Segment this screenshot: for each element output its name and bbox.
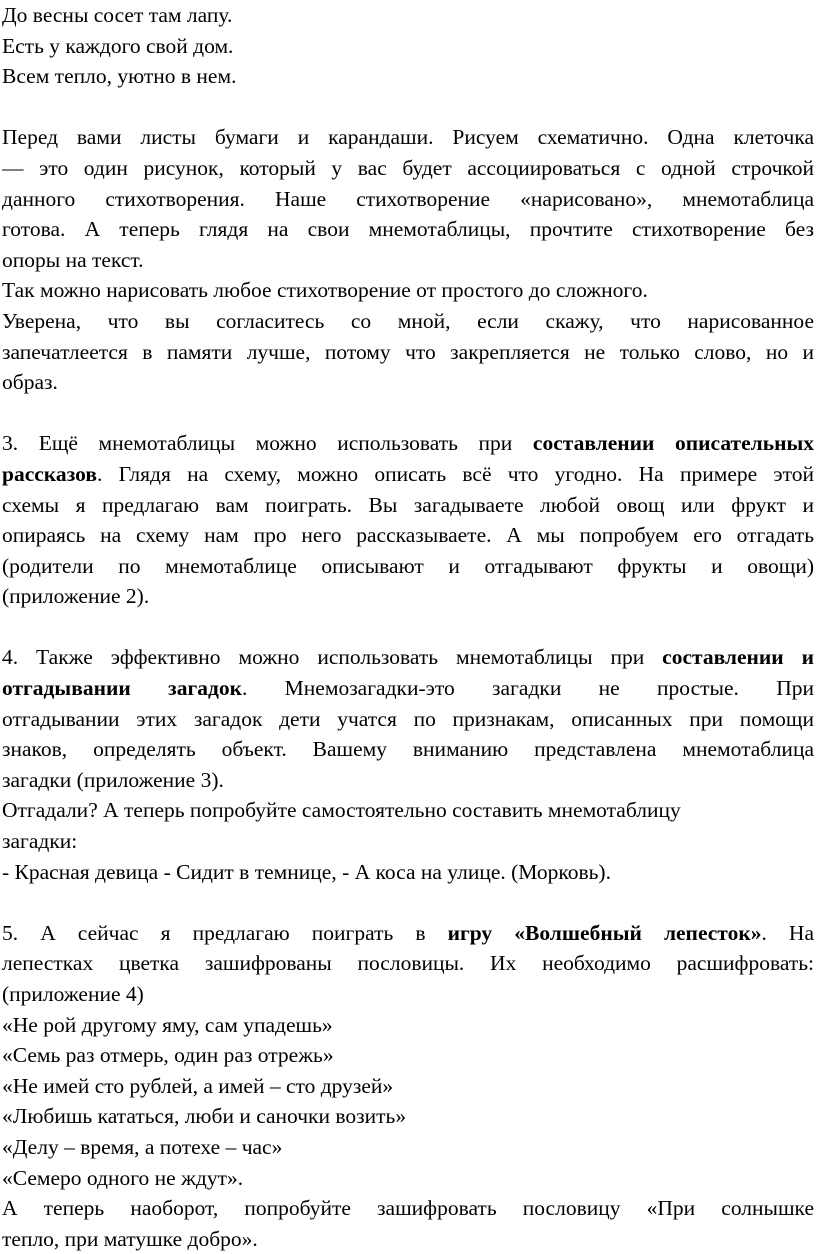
intro-line-4: готова. А теперь глядя на свои мнемотаблицы, прочтите стихотворение без (2, 217, 814, 242)
bold-phrase: отгадывании загадок (2, 676, 242, 701)
blank-line (2, 398, 814, 429)
intro-line-9: образ. (2, 370, 58, 395)
document-page (2, 0, 814, 1254)
poem-line-2: Есть у каждого свой дом. (2, 33, 234, 58)
bold-phrase: составлении и (662, 645, 814, 670)
bold-phrase: игру «Волшебный лепесток» (447, 920, 762, 945)
intro-line-1: Перед вами листы бумаги и карандаши. Рисуем схематично. Одна клеточка (2, 125, 814, 150)
intro-line-3: данного стихотворения. Наше стихотворение «нарисовано», мнемотаблица (2, 186, 814, 211)
section3-line-5: (родители по мнемотаблице описывают и отгадывают фрукты и овощи) (2, 553, 814, 578)
proverb-line: «Не рой другому яму, сам упадешь» (2, 1012, 333, 1037)
intro-line-7: Уверена, что вы согласитесь со мной, если скажу, что нарисованное (2, 308, 814, 333)
proverb-line: «Не имей сто рублей, а имей – сто друзей» (2, 1073, 394, 1098)
bold-phrase: составлении описательных (532, 431, 814, 456)
section4-line-5: загадки (приложение 3). (2, 767, 224, 792)
blank-line (2, 612, 814, 643)
closing-line-2: тепло, при матушке добро». (2, 1226, 258, 1251)
intro-line-8: запечатлеется в памяти лучше, потому что закрепляется не только слово, но и (2, 339, 814, 364)
section5-line-2: лепестках цветка зашифрованы пословицы. Их необходимо расшифровать: (2, 951, 814, 976)
section3-line-1: 3. Ещё мнемотаблицы можно использовать при составлении описательных (2, 431, 814, 456)
blank-line (2, 92, 814, 123)
section4-line-7: загадки: (2, 829, 78, 854)
intro-line-2: — это один рисунок, который у вас будет ассоциироваться с одной строчкой (2, 155, 814, 180)
intro-line-5: опоры на текст. (2, 247, 144, 272)
section4-line-6: Отгадали? А теперь попробуйте самостоятельно составить мнемотаблицу (2, 798, 681, 823)
intro-line-6: Так можно нарисовать любое стихотворение от простого до сложного. (2, 278, 648, 303)
section3-line-2: рассказов. Глядя на схему, можно описать всё что угодно. На примере этой (2, 461, 814, 486)
proverb-line: «Делу – время, а потехе – час» (2, 1134, 283, 1159)
proverb-line: «Семеро одного не ждут». (2, 1165, 244, 1190)
section5-line-1: 5. А сейчас я предлагаю поиграть в игру «Волшебный лепесток». На (2, 920, 814, 945)
poem-line-3: Всем тепло, уютно в нем. (2, 64, 237, 89)
section5-line-3: (приложение 4) (2, 982, 144, 1006)
bold-phrase: рассказов (2, 461, 97, 486)
section4-line-8: - Красная девица - Сидит в темнице, - А коса на улице. (Морковь). (2, 859, 611, 884)
proverb-line: «Семь раз отмерь, один раз отрежь» (2, 1043, 334, 1068)
section3-line-3: схемы я предлагаю вам поиграть. Вы загадываете любой овощ или фрукт и (2, 492, 814, 517)
section4-line-2: отгадывании загадок. Мнемозагадки-это загадки не простые. При (2, 676, 814, 701)
section4-line-4: знаков, определять объект. Вашему вниманию представлена мнемотаблица (2, 737, 814, 762)
section3-line-6: (приложение 2). (2, 584, 150, 609)
section4-line-1: 4. Также эффективно можно использовать мнемотаблицы при составлении и (2, 645, 814, 670)
proverb-line: «Любишь кататься, люби и саночки возить» (2, 1104, 407, 1129)
closing-line-1: А теперь наоборот, попробуйте зашифровать пословицу «При солнышке (2, 1196, 814, 1221)
poem-line-1: До весны сосет там лапу. (2, 3, 233, 27)
section4-line-3: отгадывании этих загадок дети учатся по признакам, описанных при помощи (2, 706, 814, 731)
section3-line-4: опираясь на схему нам про него рассказываете. А мы попробуем его отгадать (2, 523, 814, 548)
blank-line (2, 887, 814, 918)
